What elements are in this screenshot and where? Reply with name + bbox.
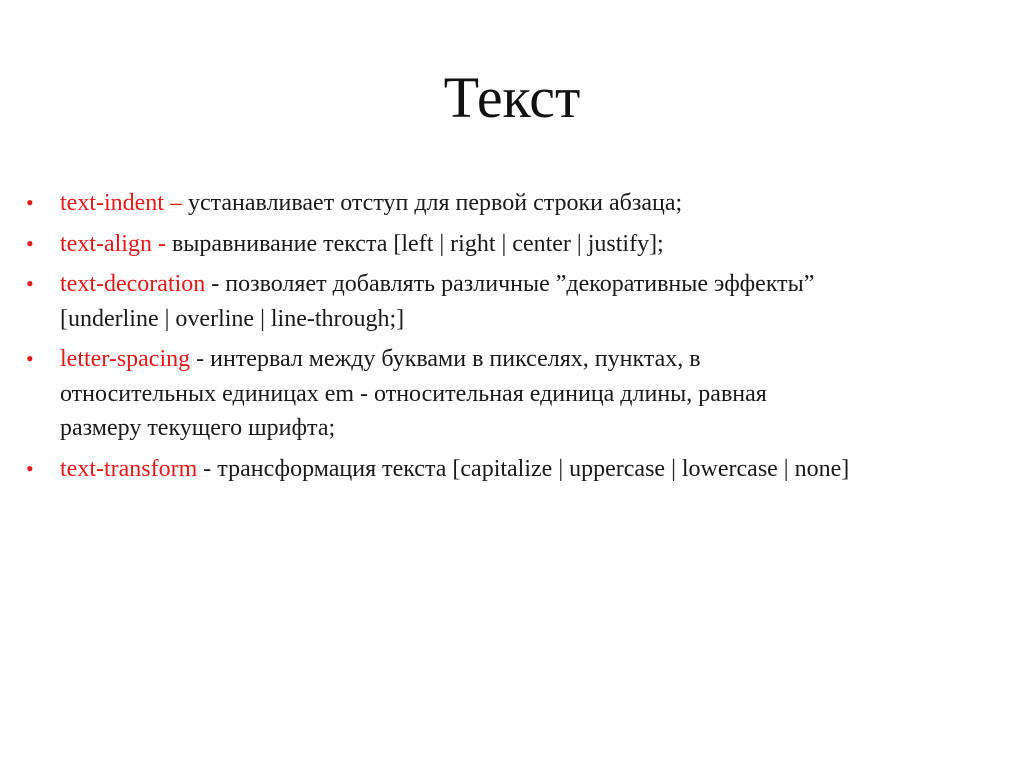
list-item-text-indent (22, 186, 1012, 221)
property-description: выравнивание текста [left | right | center | justify]; (165, 230, 664, 257)
property-name: text-indent – (60, 190, 182, 216)
item-line-continuation: [underline | overline | line-through;] (60, 305, 405, 332)
property-description: - позволяет добавлять различные ”декоративные эффекты” (205, 271, 815, 297)
item-line (60, 267, 1012, 302)
property-name: text-transform (60, 455, 198, 482)
item-line-continuation: размеру текущего шрифта; (60, 415, 336, 441)
item-line (60, 227, 1012, 262)
property-name: letter-spacing (60, 346, 191, 372)
property-description: устанавливает отступ для первой строки абзаца; (181, 190, 683, 216)
property-name: text-decoration (60, 271, 206, 297)
list-item-text-transform (22, 452, 1012, 487)
bullet-icon: • (26, 230, 34, 256)
item-line-continuation: относительных единицах em - относительная единица длины, равная (60, 380, 767, 407)
item-line (60, 186, 1012, 221)
list-item-text-align (22, 227, 1012, 262)
list-item-letter-spacing (22, 342, 1012, 446)
bullet-list (22, 186, 1012, 492)
bullet-icon: • (26, 455, 34, 481)
bullet-icon: • (26, 271, 34, 296)
list-item-text-decoration (22, 267, 1012, 336)
item-line (60, 452, 1012, 487)
slide-title: Текст (443, 65, 581, 130)
property-description: - трансформация текста [capitalize | uppercase | lowercase | none] (197, 455, 850, 482)
item-line (60, 342, 1012, 377)
property-description: - интервал между буквами в пикселях, пунктах, в (190, 346, 701, 372)
bullet-icon: • (26, 346, 34, 371)
bullet-icon: • (26, 190, 34, 215)
property-name: text-align - (60, 230, 166, 257)
